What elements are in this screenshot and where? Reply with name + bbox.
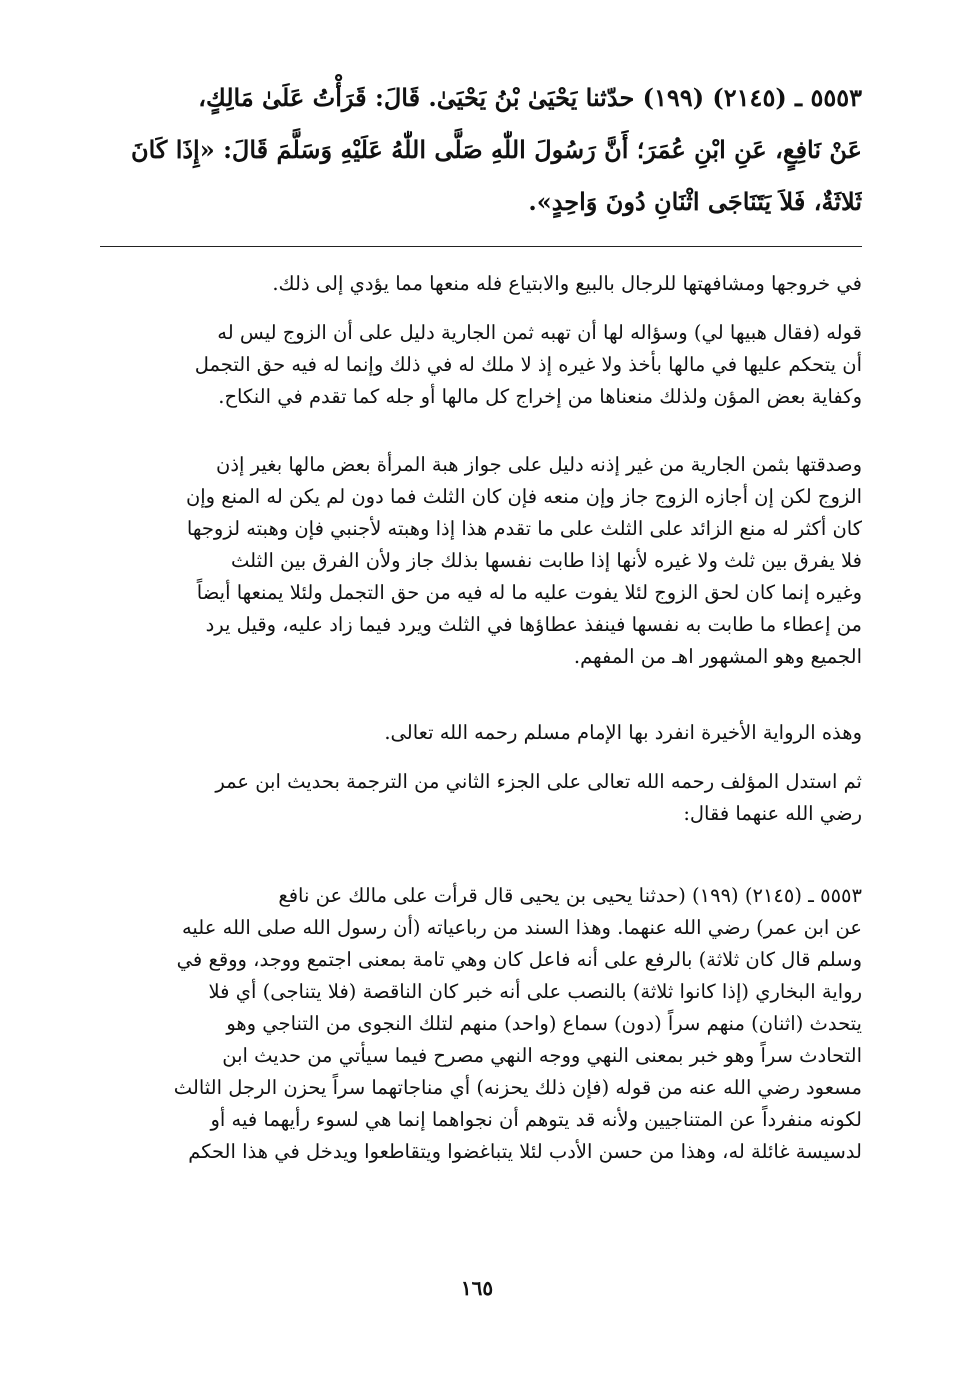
commentary-paragraph [100,317,862,413]
text-line: عن ابن عمر) رضي الله عنهما. وهذا السند من رباعياته (أن رسول الله صلى الله عليه [181,916,862,939]
hadith-text [100,72,862,228]
text-line: ثم استدل المؤلف رحمه الله تعالى على الجزء الثاني من الترجمة بحديث ابن عمر [215,770,862,793]
hadith-line: ٥٥٥٣ ـ (٢١٤٥) (١٩٩) حدّثنا يَحْيَىٰ بْنُ يَحْيَىٰ. قَالَ: قَرَأْتُ عَلَىٰ مَالِكٍ، [198,83,862,112]
text-line: رواية البخاري (إذا كانوا ثلاثة) بالنصب على أنه خبر كان الناقصة (فلا يتناجى) أي فلا [208,980,862,1003]
text-line: في خروجها ومشافهتها للرجال بالبيع والابتياع فله منعها مما يؤدي إلى ذلك. [272,272,862,295]
separator-rule [100,246,862,247]
text-line: لكونه منفرداً عن المتناجيين ولأنه قد يتوهم أن نجواهما إنما هي لسوء رأيهما فيه أو [210,1108,862,1131]
text-line: وصدقتها بثمن الجارية من غير إذنه دليل على جواز هبة المرأة بعض مالها بغير إذن [216,453,862,476]
text-line: لدسيسة غائلة له، وهذا من حسن الأدب لئلا يتباغضوا ويتقاطعوا ويدخل في هذا الحكم [188,1140,862,1163]
text-line: قوله (فقال هبيها لي) وسؤاله لها أن تهبه ثمن الجارية دليل على أن الزوج ليس له [217,321,862,344]
text-line: فلا يفرق بين ثلث ولا غيره لأنها إذا طابت نفسها بذلك جاز ولأن الفرق بين الثلث [231,549,862,572]
text-line: مسعود رضي الله عنه من قوله (فإن ذلك يحزنه) أي مناجاتهما سراً يحزن الرجل الثالث [173,1076,862,1099]
page-number: ١٦٥ [460,1276,494,1300]
hadith-line: ثَلاثَةٌ، فَلاَ يَتَنَاجَى اثْنَانِ دُونَ وَاحِدٍ». [528,187,862,216]
commentary-paragraph [100,268,862,300]
commentary-paragraph [100,766,862,830]
text-line: التحادث سراً وهو خبر بمعنى النهي ووجه النهي مصرح فيما سيأتي من حديث ابن [222,1044,862,1067]
text-line: رضي الله عنهما فقال: [683,802,862,825]
text-line: وغيره إنما كان لحق الزوج لئلا يفوت عليه ما له فيه من حق التجمل ولئلا يمنعها أيضاً [196,581,862,604]
commentary-paragraph [100,449,862,673]
text-line: يتحدث (اثنان) منهم سراً (دون) سماع (واحد) منهم لتلك النجوى من التناجي وهو [226,1012,862,1035]
text-line: الزوج لكن إن أجازه الزوج جاز وإن منعه فإن كان الثلث فما دون لم يكن له المنع وإن [185,485,862,508]
text-line: ٥٥٥٣ ـ (٢١٤٥) (١٩٩) (حدثنا يحيى بن يحيى قال قرأت على مالك عن نافع [278,884,862,907]
hadith-line: عَنْ نَافِعٍ، عَنِ ابْنِ عُمَرَ؛ أَنَّ رَسُولَ اللّٰهِ صَلَّى اللّٰهُ عَلَيْهِ وَسَلَّمَ قَالَ: «إِذَا كَانَ [130,135,862,164]
text-line: كان أكثر له منع الزائد على الثلث على ما تقدم هذا إذا وهبته لأجنبي فإن وهبته لزوجها [186,517,862,540]
commentary-paragraph [100,880,862,1168]
text-line: الجميع وهو المشهور اهـ من المفهم. [573,645,862,668]
text-line: وهذه الرواية الأخيرة انفرد بها الإمام مسلم رحمه الله تعالى. [384,721,862,744]
text-line: من إعطاء ما طابت به نفسها فينفذ عطاؤها في الثلث ويرد فيما زاد عليه، وقيل يرد [205,613,862,636]
text-line: وكفاية بعض المؤن ولذلك منعناها من إخراج كل مالها أو جله كما تقدم في النكاح. [218,385,862,408]
text-line: وسلم قال كان ثلاثة) بالرفع على أنه فاعل كان وهي تامة بمعنى اجتمع ووجد، ووقع في [176,948,862,971]
text-line: أن يتحكم عليها في مالها بأخذ ولا غيره إذ لا ملك له في ذلك وإنما له فيه حق التجمل [194,353,862,376]
commentary-paragraph [100,717,862,749]
